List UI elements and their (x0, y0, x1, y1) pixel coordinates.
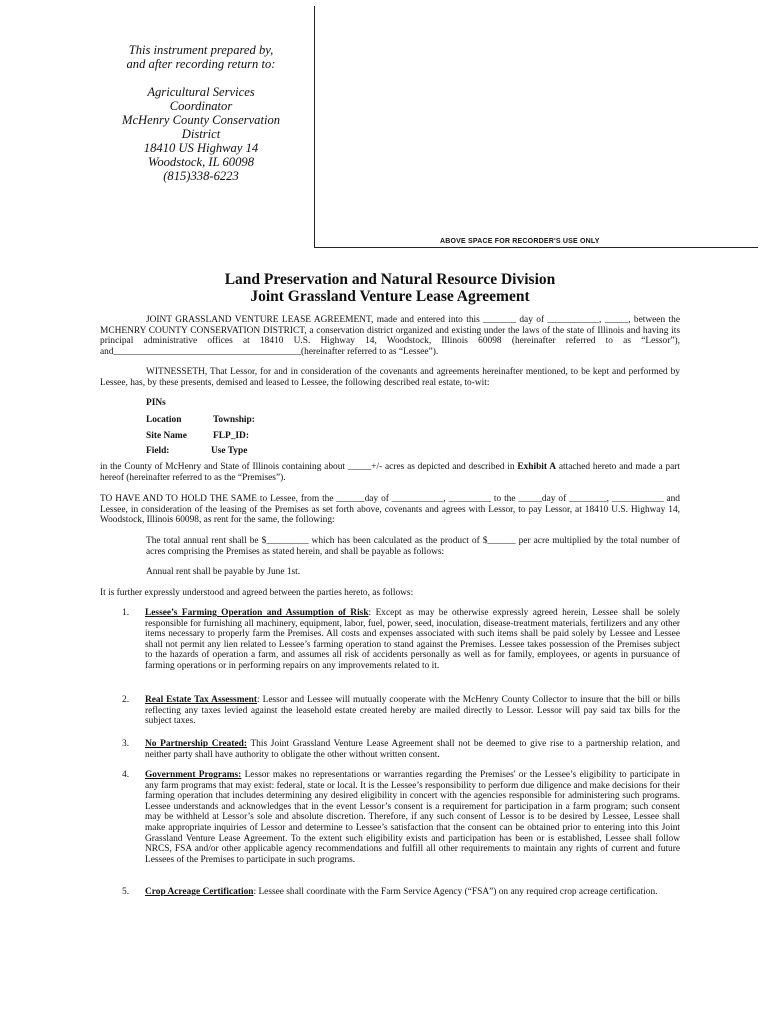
numbered-clause (100, 770, 680, 865)
preparer-line: This instrument prepared by, (128, 43, 274, 57)
clause-text: This Joint Grassland Venture Lease Agreement shall not be deemed to give rise to a partnership relation, and neither party shall have authority to obligate the other without written consent. (145, 739, 680, 760)
return-address-line: McHenry County Conservation (121, 113, 281, 127)
further-agreed-paragraph: It is further expressly understood and agreed between the parties hereto, as follows: (100, 588, 414, 598)
clause-separator: : (368, 608, 376, 618)
return-address-line: (815)338-6223 (163, 169, 239, 183)
intro-paragraph: JOINT GRASSLAND VENTURE LEASE AGREEMENT, made and entered into this _______ day of ___________, _____, between the MCHENRY COUNTY CONSERVATION DISTRICT, a conservation district organized and existing under the laws of the state of Illinois and having its principal administrative offices at 18410 U.S. Highway 14, Woodstock, Illinois 60098 (hereinafter referred to as “Lessor”), and________________________________________(hereinafter referred to as “Lessee”). (100, 315, 680, 357)
township-label: Township: (213, 415, 255, 425)
clause-number: 3. (122, 739, 130, 749)
clause-number: 2. (122, 695, 130, 705)
return-address-line: Agricultural Services (147, 85, 255, 99)
field-label: Field: (146, 446, 170, 456)
site-name-label: Site Name (146, 431, 187, 441)
return-address-line: Woodstock, IL 60098 (147, 155, 254, 169)
flp-id-label: FLP_ID: (213, 431, 249, 441)
rent-section (146, 536, 680, 578)
witnesseth-paragraph: WITNESSETH, That Lessor, for and in consideration of the covenants and agreements hereinafter mentioned, to be kept and performed by Lessee, has, by these presents, demised and leased to Lessee, the following described real estate, to-wit: (100, 367, 680, 388)
clause-heading: Government Programs: (145, 770, 242, 780)
clause-heading: Real Estate Tax Assessment (145, 695, 258, 705)
return-address-line: Coordinator (169, 99, 233, 113)
rent-paragraph: The total annual rent shall be $_________ which has been calculated as the product of $______ per acre multiplied by the total number of acres comprising the Premises as stated herein, and shall be payable as follows: (146, 536, 680, 557)
intro-section (100, 315, 680, 389)
document-title-division: Land Preservation and Natural Resource Division (224, 271, 556, 288)
recorder-space-label: ABOVE SPACE FOR RECORDER'S USE ONLY (440, 238, 600, 245)
numbered-clause (100, 608, 680, 672)
clause-heading: No Partnership Created: (145, 739, 247, 749)
clause-separator: : (253, 887, 259, 897)
clause-number: 4. (122, 770, 130, 780)
use-type-label: Use Type (211, 446, 248, 456)
county-text: in the County of McHenry and State of Illinois containing about _____+/- acres as depicted and described in (100, 462, 518, 472)
clause-text: Lessor makes no representations or warranties regarding the Premises' or the Lessee’s eligibility to participate in any farm programs that may exist: federal, state or local. It is the Lessee’s responsibility to perform due diligence and make decisions for their farming operation that includes determining any desired eligibility in concert with the agencies responsible for administering such programs. Lessee understands and acknowledges that in the event Lessor’s consent is a requirement for participation in a farm program; such consent may be withheld at Lessor’s sole and absolute discretion. Therefore, if any such consent of Lessor is to be desired by Lessee, Lessee shall make appropriate inquiries of Lessor and determine to Lessee’s satisfaction that the consent can be obtained prior to entering into this Joint Grassland Venture Lease Agreement. To the extent such eligibility exists and participation has been or is established, Lessee shall follow NRCS, FSA and/or other applicable agency recommendations and fulfill all other requirements to maintain any rights of current and future Lessees of the Premises to participate in such programs. (145, 770, 680, 865)
numbered-clause (100, 695, 680, 727)
clause-text: Lessor and Lessee will mutually cooperate with the McHenry County Collector to insure that the bill or bills reflecting any taxes levied against the leasehold estate created hereby are mailed directly to Lessor. Lessor will pay said tax bills for the subject taxes. (145, 695, 680, 727)
county-text-end: attached hereto and made a part hereof (hereinafter referred to as the “Premises”). (100, 462, 681, 483)
numbered-clause (100, 739, 680, 760)
clause-text: Lessee shall coordinate with the Farm Service Agency (“FSA”) on any required crop acreage certification. (258, 887, 658, 897)
county-paragraph (100, 462, 680, 483)
return-address-line: District (181, 127, 221, 141)
recorder-space-vertical-rule (314, 6, 315, 248)
clause-text: Except as may be otherwise expressly agreed herein, Lessee shall be solely responsible for furnishing all machinery, equipment, labor, fuel, power, seed, inoculation, disease-treatment materials, fertilizers and any other items necessary to properly farm the Premises. All costs and expenses associated with such items shall be paid solely by Lessee and Lessee shall not permit any lien related to Lessee’s farming operation to stand against the Premises. Lessee takes possession of the Premises subject to the hazards of operation a farm, and assumes all risk of accidents personally as well as for family, employees, or agents in pursuance of farming operations or in performing repairs on any improvements related to it. (145, 608, 680, 671)
clause-number: 1. (122, 608, 130, 618)
clause-heading: Lessee’s Farming Operation and Assumption of Risk (145, 608, 369, 618)
numbered-clause (100, 887, 680, 898)
rent-due-paragraph: Annual rent shall be payable by June 1st. (146, 567, 301, 578)
document-title-agreement: Joint Grassland Venture Lease Agreement (250, 288, 530, 305)
return-address-line: 18410 US Highway 14 (143, 141, 259, 155)
location-label: Location (146, 415, 182, 425)
preparer-line: and after recording return to: (126, 57, 276, 71)
habendum-paragraph: TO HAVE AND TO HOLD THE SAME to Lessee, from the ______day of ___________, _________ to the _____day of ________, ___________ and Lessee, in consideration of the leasing of the Premises as set forth above, covenants and agrees with Lessor, to pay Lessor, at 18410 U.S. Highway 14, Woodstock, Illinois 60098, as rent for the same, the following: (100, 494, 680, 526)
exhibit-a-reference: Exhibit A (517, 462, 557, 472)
preparer-block (96, 43, 306, 183)
recorder-space-horizontal-rule (314, 247, 758, 248)
pins-label: PINs (146, 398, 166, 408)
clause-number: 5. (122, 887, 130, 897)
clause-heading: Crop Acreage Certification (145, 887, 254, 897)
clause-separator: : (257, 695, 263, 705)
